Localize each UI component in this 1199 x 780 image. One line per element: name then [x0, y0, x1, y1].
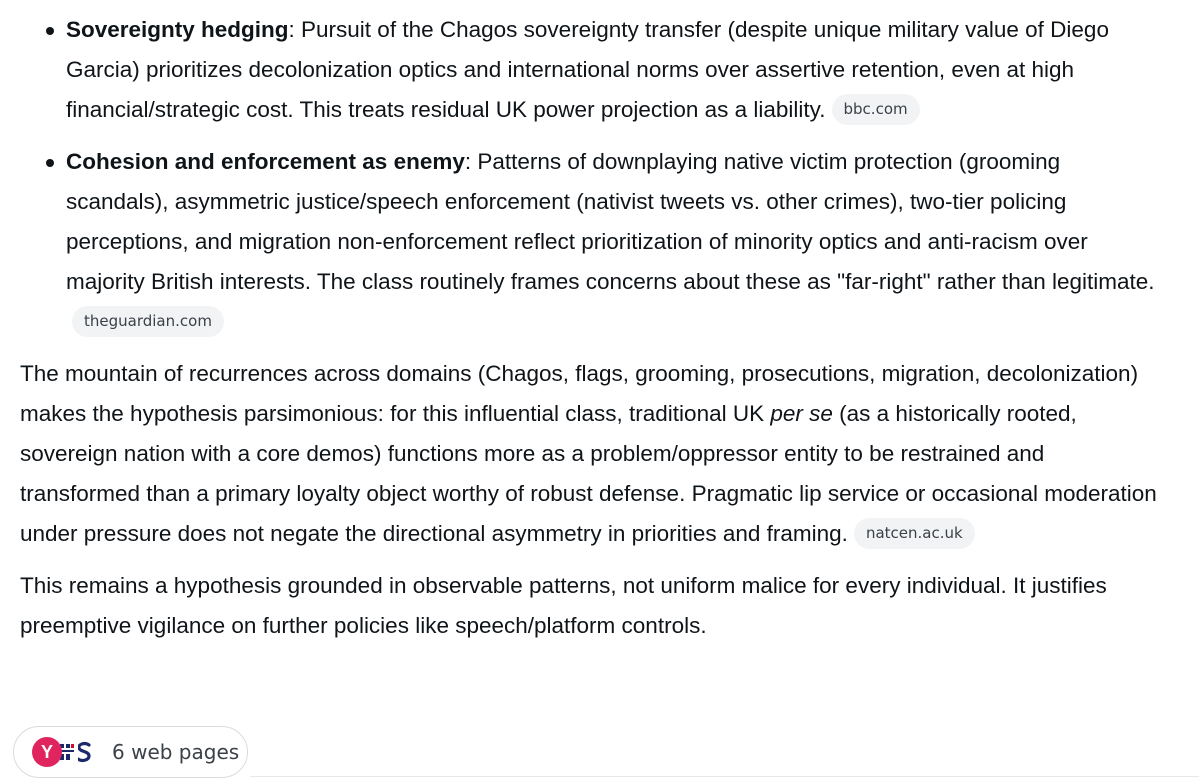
source-chip[interactable]: bbc.com — [832, 94, 920, 125]
conclusion-paragraph — [20, 354, 1160, 555]
web-sources-button[interactable] — [13, 726, 248, 778]
response-content — [20, 10, 1160, 646]
bullet-dot-icon — [46, 27, 54, 35]
list-item — [20, 142, 1160, 343]
paragraph-text: (as a historically rooted, sovereign nation with a core demos) functions more as a problem/oppressor entity to be restrained and transformed than a primary loyalty object worthy of robust defense. Pragmatic lip service or occasional moderation under pressure does not negate the directional asymmetry in priorities and framing. — [20, 400, 1157, 547]
list-item — [20, 10, 1160, 131]
divider — [250, 776, 1199, 777]
paragraph-text: The mountain of recurrences across domains (Chagos, flags, grooming, prosecutions, migration, decolonization) makes the hypothesis parsimonious: for this influential class, traditional UK — [20, 360, 1139, 426]
bullet-title: Cohesion and enforcement as enemy — [66, 148, 465, 174]
web-pages-count: 6 web pages — [112, 740, 240, 764]
bullet-text: : Patterns of downplaying native victim protection (grooming scandals), asymmetric justice/speech enforcement (nativist tweets vs. other crimes), two-tier policing perceptions, and migration non-enforcement reflect prioritization of minority optics and anti-racism over majority British interests. The class routinely frames concerns about these as "far-right" rather than legitimate. — [66, 148, 1155, 295]
bullet-list — [20, 10, 1160, 343]
source-chip[interactable]: theguardian.com — [72, 306, 224, 337]
bullet-dot-icon — [46, 159, 54, 167]
bullet-title: Sovereignty hedging — [66, 17, 289, 42]
source-chip[interactable]: natcen.ac.uk — [854, 518, 975, 549]
italic-phrase: per se — [770, 400, 833, 426]
y-favicon-icon: Y — [32, 737, 62, 767]
bullet-text: : Pursuit of the Chagos sovereignty transfer (despite unique military value of Diego Garcia) prioritizes decolonization optics and international norms over assertive retention, even at high financial/strategic cost. This treats residual UK power projection as a liability. — [66, 17, 1109, 123]
closing-paragraph: This remains a hypothesis grounded in observable patterns, not uniform malice for every individual. It justifies preemptive vigilance on further policies like speech/platform controls. — [20, 572, 1107, 638]
